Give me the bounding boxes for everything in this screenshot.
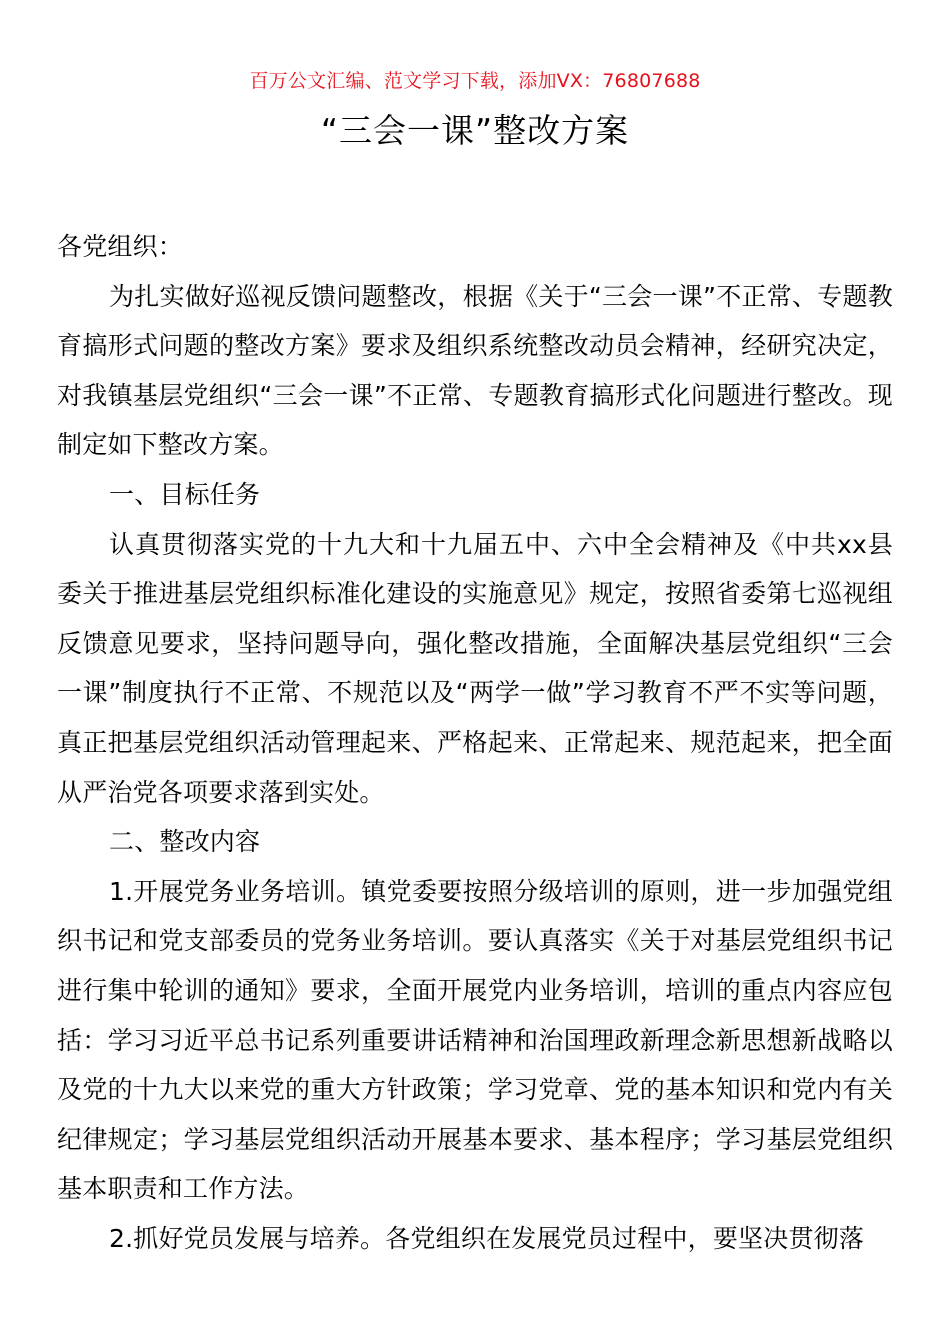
goals-paragraph: 认真贯彻落实党的十九大和十九届五中、六中全会精神及《中共xx县委关于推进基层党组织标准化建设的实施意见》规定，按照省委第七巡视组反馈意见要求，坚持问题导向，强化整改措施，全面解决基层党组织“三会一课”制度执行不正常、不规范以及“两学一做”学习教育不严不实等问题，真正把基层党组织活动管理起来、严格起来、正常起来、规范起来，把全面从严治党各项要求落到实处。 xyxy=(57,529,893,807)
item-2-paragraph: 2.抓好党员发展与培养。各党组织在发展党员过程中，要坚决贯彻落 xyxy=(109,1223,865,1253)
item-1-paragraph: 1.开展党务业务培训。镇党委要按照分级培训的原则，进一步加强党组织书记和党支部委员的党务业务培训。要认真落实《关于对基层党组织书记进行集中轮训的通知》要求，全面开展党内业务培训，培训的重点内容应包括：学习习近平总书记系列重要讲话精神和治国理政新理念新思想新战略以及党的十九大以来党的重大方针政策；学习党章、党的基本知识和党内有关纪律规定；学习基层党组织活动开展基本要求、基本程序；学习基层党组织基本职责和工作方法。 xyxy=(57,876,893,1204)
section-heading-goals: 一、目标任务 xyxy=(109,479,261,509)
document-title: “三会一课”整改方案 xyxy=(320,111,630,150)
watermark-text: 百万公文汇编、范文学习下载，添加VX：76807688 xyxy=(249,70,701,92)
salutation: 各党组织： xyxy=(57,232,184,261)
document-body xyxy=(57,222,893,1263)
intro-paragraph: 为扎实做好巡视反馈问题整改，根据《关于“三会一课”不正常、专题教育搞形式问题的整改方案》要求及组织系统整改动员会精神，经研究决定，对我镇基层党组织“三会一课”不正常、专题教育搞形式化问题进行整改。现制定如下整改方案。 xyxy=(57,281,893,460)
section-heading-content: 二、整改内容 xyxy=(109,827,261,857)
